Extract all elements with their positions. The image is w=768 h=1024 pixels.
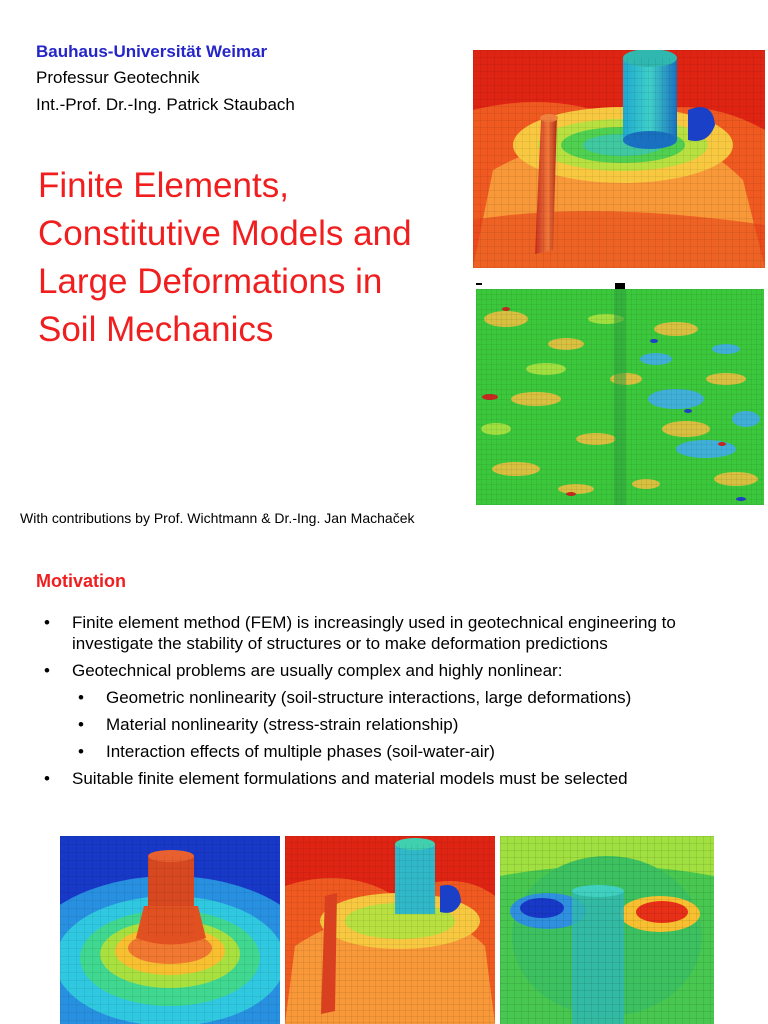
list-item-text: Suitable finite element formulations and material models must be selected <box>72 769 628 788</box>
fem-pile-section-image <box>500 836 714 1024</box>
fem-footing-image <box>60 836 280 1024</box>
contributions-note: With contributions by Prof. Wichtmann & Dr.-Ing. Jan Machaček <box>20 510 415 526</box>
fem-pile-group-image <box>285 836 495 1024</box>
list-item-text: Finite element method (FEM) is increasingly used in geotechnical engineering to investigate the stability of structures or to make deformation predictions <box>72 613 676 653</box>
title-line: Finite Elements, <box>38 166 289 205</box>
section-heading: Motivation <box>36 571 126 591</box>
bullet-icon: • <box>44 769 50 788</box>
chair-name: Professur Geotechnik <box>36 68 200 87</box>
bullet-icon: • <box>78 742 84 761</box>
sub-list-item <box>44 741 744 762</box>
title-line: Soil Mechanics <box>38 310 274 349</box>
list-item <box>44 768 744 789</box>
list-item-text: Geometric nonlinearity (soil-structure interactions, large deformations) <box>106 688 632 707</box>
fem-pile-contour-image <box>473 50 765 268</box>
bullet-icon: • <box>44 613 50 632</box>
university-name: Bauhaus-Universität Weimar <box>36 42 268 61</box>
bullet-icon: • <box>44 661 50 680</box>
list-item-text: Geotechnical problems are usually complex and highly nonlinear: <box>72 661 563 680</box>
fem-random-field-image <box>476 289 764 505</box>
title-line: Constitutive Models and <box>38 214 412 253</box>
bullet-icon: • <box>78 715 84 734</box>
bullet-icon: • <box>78 688 84 707</box>
sub-list-item <box>44 714 744 735</box>
motivation-list <box>44 612 744 795</box>
document-title <box>38 162 478 354</box>
professor-name: Int.-Prof. Dr.-Ing. Patrick Staubach <box>36 95 295 114</box>
title-line: Large Deformations in <box>38 262 383 301</box>
list-item-text: Interaction effects of multiple phases (soil-water-air) <box>106 742 495 761</box>
list-item-text: Material nonlinearity (stress-strain relationship) <box>106 715 459 734</box>
list-item <box>44 660 744 681</box>
list-item <box>44 612 744 654</box>
sub-list-item <box>44 687 744 708</box>
marker-tick <box>476 283 482 285</box>
